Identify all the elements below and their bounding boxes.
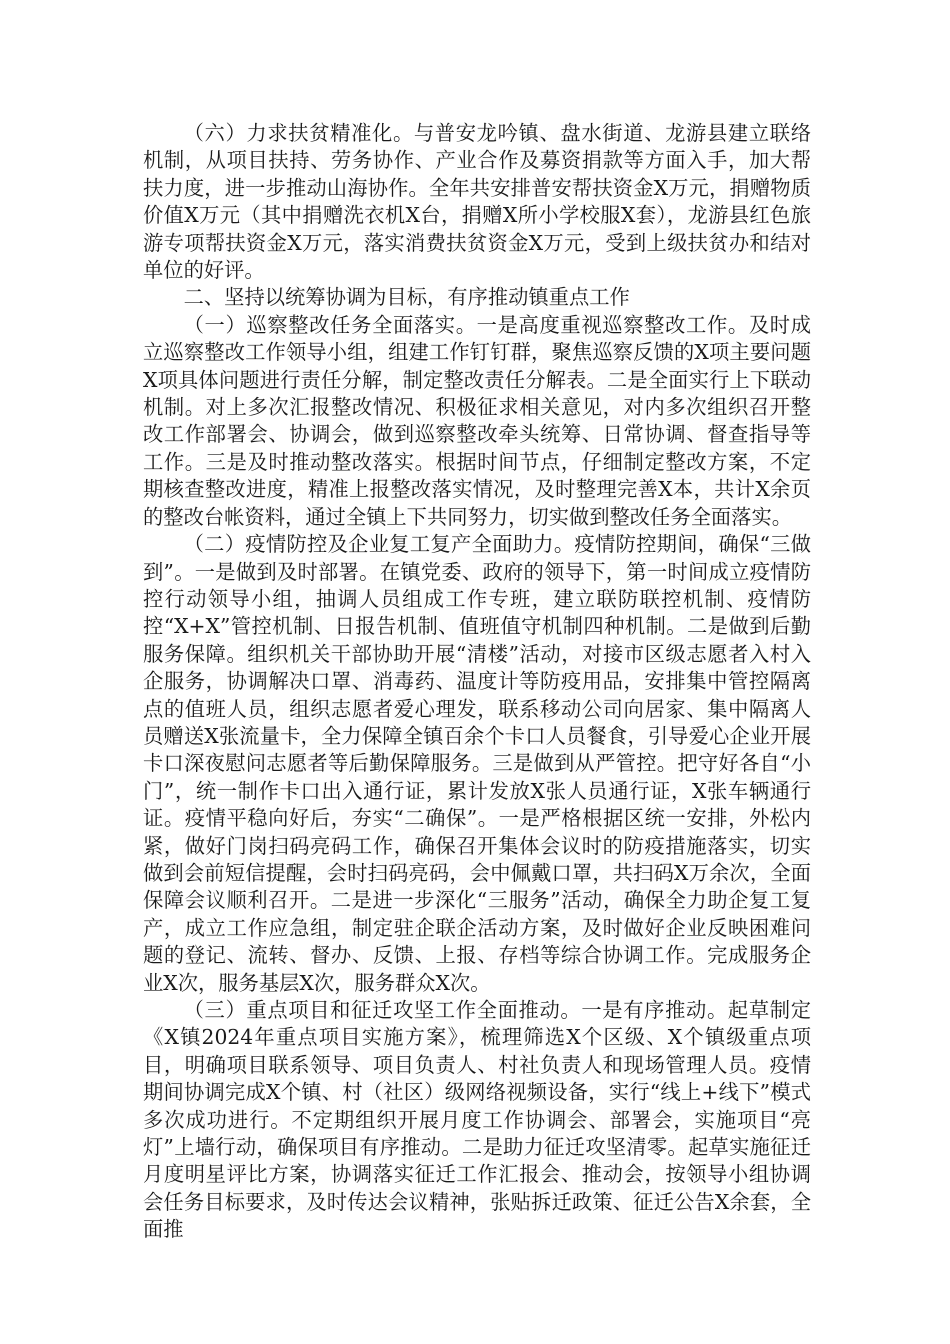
document-body [143, 120, 811, 1244]
section-heading-2: 二、坚持以统筹协调为目标，有序推动镇重点工作 [183, 285, 630, 310]
paragraph-epidemic-prevention: （二）疫情防控及企业复工复产全面助力。疫情防控期间，确保“三做到”。一是做到及时部署。在镇党委、政府的领导下，第一时间成立疫情防控行动领导小组，抽调人员组成工作专班，建立联防联控机制、疫情防控“X+X”管控机制、日报告机制、值班值守机制四种机制。二是做到后勤服务保障。组织机关干部协助开展“清楼”活动，对接市区级志愿者入村入企服务，协调解决口罩、消毒药、温度计等防疫用品，安排集中管控隔离点的值班人员，组织志愿者爱心理发，联系移动公司向居家、集中隔离人员赠送X张流量卡，全力保障全镇百余个卡口人员餐食，引导爱心企业开展卡口深夜慰问志愿者等后勤保障服务。三是做到从严管控。把守好各自“小门”，统一制作卡口出入通行证，累计发放X张人员通行证，X张车辆通行证。疫情平稳向好后，夯实“二确保”。一是严格根据区统一安排，外松内紧，做好门岗扫码亮码工作，确保召开集体会议时的防疫措施落实，切实做到会前短信提醒，会时扫码亮码，会中佩戴口罩，共扫码X万余次，全面保障会议顺利召开。二是进一步深化“三服务”活动，确保全力助企复工复产，成立工作应急组，制定驻企联企活动方案，及时做好企业反映困难问题的登记、流转、督办、反馈、上报、存档等综合协调工作。完成服务企业X次，服务基层X次，服务群众X次。 [143, 532, 811, 995]
paragraph-key-projects: （三）重点项目和征迁攻坚工作全面推动。一是有序推动。起草制定《X镇2024年重点项目实施方案》，梳理筛选X个区级、X个镇级重点项目，明确项目联系领导、项目负责人、村社负责人和现场管理人员。疫情期间协调完成X个镇、村（社区）级网络视频设备，实行“线上+线下”模式多次成功进行。不定期组织开展月度工作协调会、部署会，实施项目“亮灯”上墙行动，确保项目有序推动。二是助力征迁攻坚清零。起草实施征迁月度明星评比方案，协调落实征迁工作汇报会、推动会，按领导小组协调会任务目标要求，及时传达会议精神，张贴拆迁政策、征迁公告X余套，全面推 [143, 998, 811, 1242]
paragraph-inspection-rectification: （一）巡察整改任务全面落实。一是高度重视巡察整改工作。及时成立巡察整改工作领导小组，组建工作钉钉群，聚焦巡察反馈的X项主要问题X项具体问题进行责任分解，制定整改责任分解表。二是全面实行上下联动机制。对上多次汇报整改情况、积极征求相关意见，对内多次组织召开整改工作部署会、协调会，做到巡察整改牵头统筹、日常协调、督查指导等工作。三是及时推动整改落实。根据时间节点，仔细制定整改方案，不定期核查整改进度，精准上报整改落实情况，及时整理完善X本，共计X余页的整改台帐资料，通过全镇上下共同努力，切实做到整改任务全面落实。 [143, 312, 811, 529]
paragraph-poverty-alleviation: （六）力求扶贫精准化。与普安龙吟镇、盘水街道、龙游县建立联络机制，从项目扶持、劳务协作、产业合作及募资捐款等方面入手，加大帮扶力度，进一步推动山海协作。全年共安排普安帮扶资金X万元，捐赠物质价值X万元（其中捐赠洗衣机X台，捐赠X所小学校服X套），龙游县红色旅游专项帮扶资金X万元，落实消费扶贫资金X万元，受到上级扶贫办和结对单位的好评。 [143, 121, 811, 283]
